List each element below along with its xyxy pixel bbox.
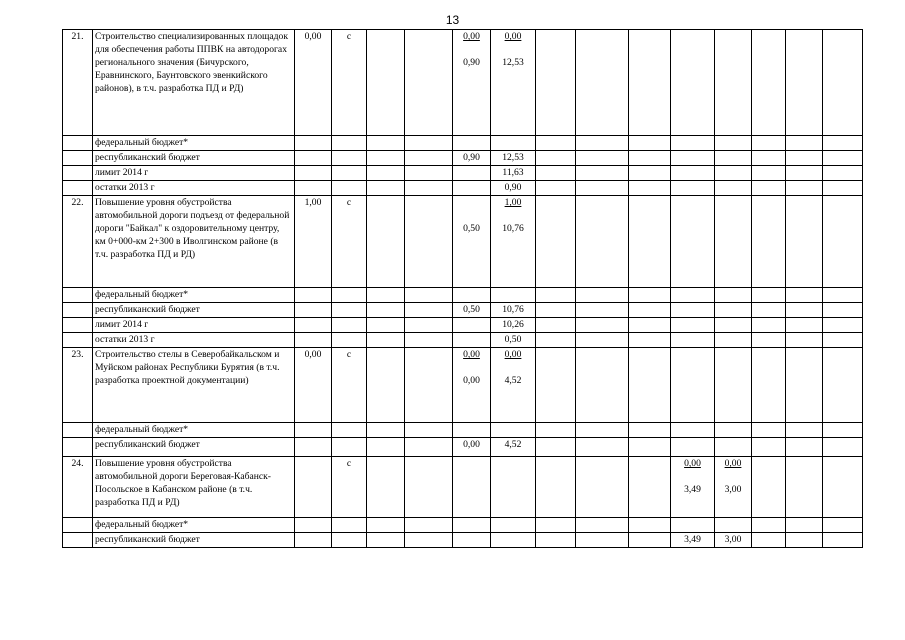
table-row [63,438,863,457]
item-value-cell: 0,00 4,52 [491,348,536,423]
rest-value: 0,50 [491,333,536,348]
item-type: с [332,348,367,423]
fed-budget-label: федеральный бюджет* [93,288,295,303]
limit-value: 11,63 [491,166,536,181]
table-row [63,151,863,166]
rep-budget-label: республиканский бюджет [93,151,295,166]
fed-budget-label: федеральный бюджет* [93,518,295,533]
rep-budget-value: 3,00 [715,533,752,548]
rep-budget-value: 10,76 [491,303,536,318]
item-value-cell: 0,00 3,00 [715,457,752,518]
item-name: Повышение уровня обустройства автомобильной дороги подъезд от федеральной дороги "Байкал" к оздоровительному центру, км 0+000-км 2+300 в Иволгинском районе (в т.ч. разработка ПД и РД) [93,196,295,288]
table-row [63,303,863,318]
item-name: Строительство стелы в Северобайкальском и Муйском районах Республики Бурятия (в т.ч. разработка проектной документации) [93,348,295,423]
table-row [63,457,863,518]
limit-label: лимит 2014 г [93,318,295,333]
item-value-cell: 0,00 0,90 [453,30,491,136]
item-length: 0,00 [295,30,332,136]
item-value-cell: 0,00 0,00 [453,348,491,423]
item-value-cell: 0,50 [453,196,491,288]
item-number: 23. [63,348,93,423]
item-length: 0,00 [295,348,332,423]
table-row [63,136,863,151]
rest-label: остатки 2013 г [93,333,295,348]
table-row [63,196,863,288]
rep-budget-label: республиканский бюджет [93,438,295,457]
table-row [63,518,863,533]
rest-label: остатки 2013 г [93,181,295,196]
fed-budget-label: федеральный бюджет* [93,136,295,151]
table-row [63,30,863,136]
rep-budget-value: 0,90 [453,151,491,166]
rest-value: 0,90 [491,181,536,196]
rep-budget-value: 3,49 [671,533,715,548]
budget-table [62,29,863,548]
rep-budget-value: 0,50 [453,303,491,318]
table-row [63,181,863,196]
rep-budget-value: 0,00 [453,438,491,457]
item-value-cell: 1,00 10,76 [491,196,536,288]
item-name: Повышение уровня обустройства автомобильной дороги Береговая-Кабанск-Посольское в Кабанском районе (в т.ч. разработка ПД и РД) [93,457,295,518]
rep-budget-value: 4,52 [491,438,536,457]
table-row [63,333,863,348]
item-length: 1,00 [295,196,332,288]
rep-budget-label: республиканский бюджет [93,533,295,548]
limit-value: 10,26 [491,318,536,333]
table-row [63,348,863,423]
limit-label: лимит 2014 г [93,166,295,181]
item-type: с [332,196,367,288]
page-number: 13 [445,13,460,27]
item-number: 22. [63,196,93,288]
table-row [63,288,863,303]
table-row [63,318,863,333]
item-value-cell: 0,00 3,49 [671,457,715,518]
item-name: Строительство специализированных площадок для обеспечения работы ППВК на автодорогах регионального значения (Бичурского, Еравнинского, Баунтовского эвенкийского районов), в т.ч. разработка ПД и РД) [93,30,295,136]
fed-budget-label: федеральный бюджет* [93,423,295,438]
item-value-cell: 0,00 12,53 [491,30,536,136]
item-type: с [332,30,367,136]
item-type: с [332,457,367,518]
table-row [63,533,863,548]
table-row [63,423,863,438]
rep-budget-value: 12,53 [491,151,536,166]
table-row [63,166,863,181]
item-number: 21. [63,30,93,136]
rep-budget-label: республиканский бюджет [93,303,295,318]
item-number: 24. [63,457,93,518]
